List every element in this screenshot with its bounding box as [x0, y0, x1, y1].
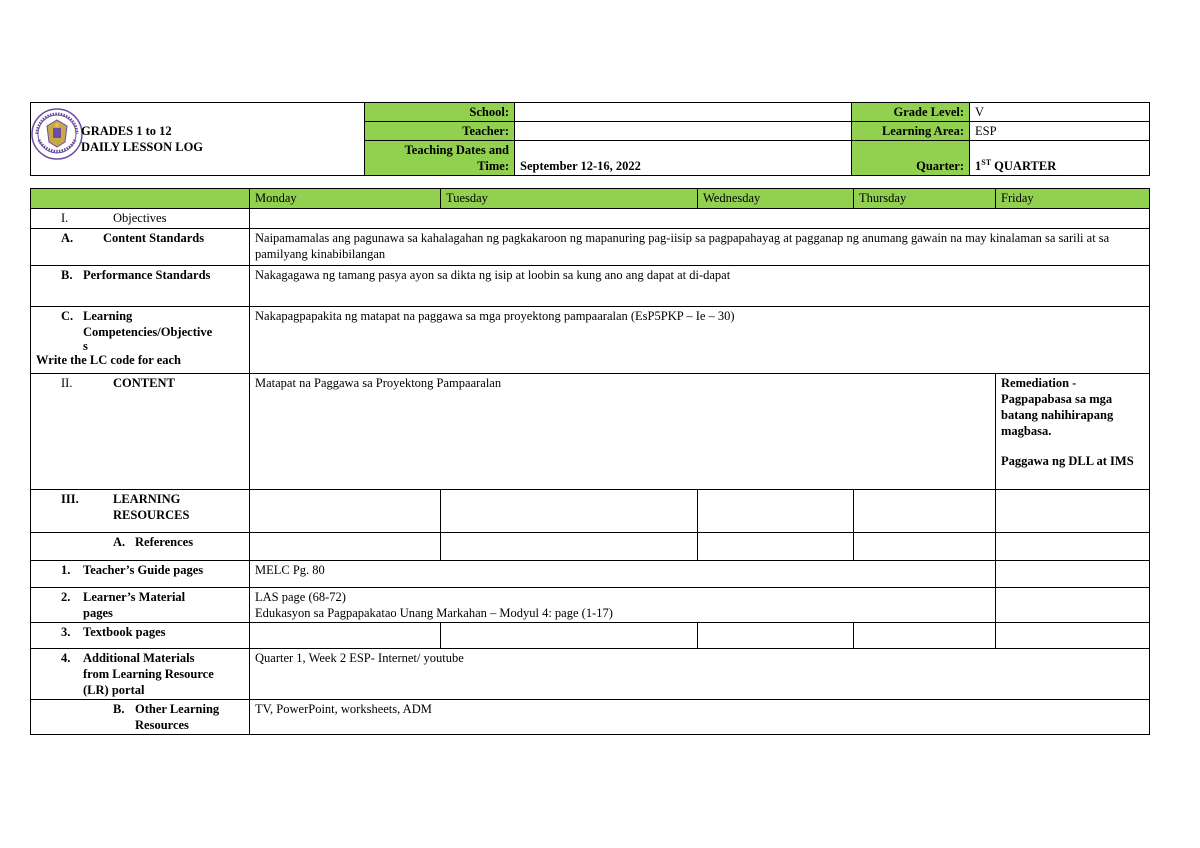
references-monday[interactable] — [250, 533, 441, 561]
quarter-field[interactable] — [970, 141, 1150, 176]
competencies-row — [31, 307, 1150, 374]
content-num: II. — [61, 376, 73, 390]
days-header-row — [31, 189, 1150, 209]
competencies-label-line2: Competencies/Objective — [83, 325, 213, 339]
references-text: References — [135, 535, 194, 549]
header-title-line1: GRADES 1 to 12 — [81, 124, 172, 138]
learning-area-field[interactable]: ESP — [970, 122, 1150, 141]
learning-resources-row — [31, 490, 1150, 533]
teacher-field[interactable] — [515, 122, 852, 141]
learning-resources-thursday[interactable] — [854, 490, 996, 533]
learners-material-value[interactable] — [250, 588, 996, 623]
competencies-value[interactable]: Nakapagpapakita ng matapat na paggawa sa mga proyektong pampaaralan (EsP5PKP – Ie – 30) — [250, 307, 1150, 374]
day-friday: Friday — [996, 189, 1150, 209]
textbook-num: 3. — [61, 625, 71, 639]
content-text: CONTENT — [113, 376, 175, 390]
grade-level-label: Grade Level: — [852, 103, 970, 122]
content-standards-num: A. — [61, 231, 74, 245]
teacher-label: Teacher: — [365, 122, 515, 141]
day-wednesday: Wednesday — [698, 189, 854, 209]
textbook-label — [31, 623, 250, 649]
objectives-value[interactable] — [250, 209, 1150, 229]
references-tuesday[interactable] — [441, 533, 698, 561]
references-thursday[interactable] — [854, 533, 996, 561]
learners-material-label — [31, 588, 250, 623]
references-num: A. — [113, 535, 126, 549]
learning-resources-wednesday[interactable] — [698, 490, 854, 533]
learning-resources-monday[interactable] — [250, 490, 441, 533]
other-resources-label — [31, 700, 250, 735]
learners-material-row — [31, 588, 1150, 623]
competencies-num: C. — [61, 309, 74, 323]
quarter-superscript: ST — [981, 157, 992, 167]
lesson-table — [30, 188, 1150, 735]
quarter-number: 1 — [975, 159, 982, 173]
references-row — [31, 533, 1150, 561]
textbook-friday[interactable] — [996, 623, 1150, 649]
quarter-text: QUARTER — [991, 159, 1057, 173]
header-table — [30, 102, 1150, 176]
dll-ims-text: Paggawa ng DLL at IMS — [1001, 454, 1134, 468]
other-resources-value[interactable]: TV, PowerPoint, worksheets, ADM — [250, 700, 1150, 735]
content-value[interactable]: Matapat na Paggawa sa Proyektong Pampaaralan — [250, 374, 996, 490]
learners-material-friday[interactable] — [996, 588, 1150, 623]
content-standards-row — [31, 229, 1150, 266]
content-row — [31, 374, 1150, 490]
other-resources-row — [31, 700, 1150, 735]
teachers-guide-text: Teacher’s Guide pages — [83, 563, 204, 577]
learners-material-line2: pages — [83, 606, 113, 620]
content-friday-cell[interactable] — [996, 374, 1150, 490]
learners-material-line1: Learner’s Material — [83, 590, 186, 604]
additional-materials-value[interactable]: Quarter 1, Week 2 ESP- Internet/ youtube — [250, 649, 1150, 700]
learning-resources-label — [31, 490, 250, 533]
textbook-thursday[interactable] — [854, 623, 996, 649]
teachers-guide-num: 1. — [61, 563, 71, 577]
additional-materials-row — [31, 649, 1150, 700]
remediation-text: Pagpapabasa sa mga batang nahihirapang magbasa. — [1001, 392, 1114, 438]
teaching-dates-label — [365, 141, 515, 176]
grade-level-field[interactable]: V — [970, 103, 1150, 122]
content-standards-label — [31, 229, 250, 266]
competencies-label-line1: Learning — [83, 309, 133, 323]
references-label — [31, 533, 250, 561]
other-resources-line2: Resources — [135, 718, 189, 732]
day-monday: Monday — [250, 189, 441, 209]
objectives-text: Objectives — [113, 211, 167, 225]
learning-resources-num: III. — [61, 492, 79, 506]
other-resources-num: B. — [113, 702, 125, 716]
learning-resources-line2: RESOURCES — [113, 508, 190, 522]
performance-standards-label — [31, 266, 250, 307]
learning-area-label: Learning Area: — [852, 122, 970, 141]
competencies-label-line4: Write the LC code for each — [36, 353, 181, 367]
teaching-dates-field[interactable]: September 12-16, 2022 — [515, 141, 852, 176]
teaching-dates-label-line2: Time: — [477, 159, 509, 173]
day-tuesday: Tuesday — [441, 189, 698, 209]
teachers-guide-label — [31, 561, 250, 588]
learners-material-value-line1: LAS page (68-72) — [255, 590, 346, 604]
textbook-monday[interactable] — [250, 623, 441, 649]
references-friday[interactable] — [996, 533, 1150, 561]
learners-material-num: 2. — [61, 590, 71, 604]
additional-line3: (LR) portal — [83, 683, 145, 697]
header-title-cell — [31, 103, 365, 176]
remediation-heading: Remediation - — [1001, 376, 1077, 390]
day-thursday: Thursday — [854, 189, 996, 209]
school-label: School: — [365, 103, 515, 122]
additional-materials-label — [31, 649, 250, 700]
objectives-row — [31, 209, 1150, 229]
school-field[interactable] — [515, 103, 852, 122]
other-resources-line1: Other Learning — [135, 702, 220, 716]
performance-standards-text: Performance Standards — [83, 268, 211, 282]
content-label — [31, 374, 250, 490]
performance-standards-num: B. — [61, 268, 73, 282]
days-header-blank — [31, 189, 250, 209]
quarter-label: Quarter: — [852, 141, 970, 176]
teachers-guide-value[interactable]: MELC Pg. 80 — [250, 561, 996, 588]
learners-material-value-line2: Edukasyon sa Pagpapakatao Unang Markahan – Modyul 4: page (1-17) — [255, 606, 613, 620]
textbook-tuesday[interactable] — [441, 623, 698, 649]
additional-num: 4. — [61, 651, 71, 665]
learning-resources-line1: LEARNING — [113, 492, 181, 506]
references-wednesday[interactable] — [698, 533, 854, 561]
competencies-label — [31, 307, 250, 374]
teachers-guide-row — [31, 561, 1150, 588]
performance-standards-value[interactable]: Nakagagawa ng tamang pasya ayon sa dikta ng isip at loobin sa kung ano ang dapat at di-dapat — [250, 266, 1150, 307]
objectives-label — [31, 209, 250, 229]
header-title-line2: DAILY LESSON LOG — [81, 140, 204, 154]
additional-line2: from Learning Resource — [83, 667, 214, 681]
textbook-wednesday[interactable] — [698, 623, 854, 649]
textbook-text: Textbook pages — [83, 625, 166, 639]
objectives-num: I. — [61, 211, 69, 225]
learning-resources-tuesday[interactable] — [441, 490, 698, 533]
learning-resources-friday[interactable] — [996, 490, 1150, 533]
textbook-row — [31, 623, 1150, 649]
content-standards-value[interactable]: Naipamamalas ang pagunawa sa kahalagahan ng pagkakaroon ng mapanuring pag-iisip sa pagpapahayag at pagganap ng anumang gawain na may kinalaman sa sarili at sa pamilyang kinabibilangan — [250, 229, 1150, 266]
teachers-guide-friday[interactable] — [996, 561, 1150, 588]
teaching-dates-label-line1: Teaching Dates and — [404, 143, 509, 157]
additional-line1: Additional Materials — [83, 651, 195, 665]
performance-standards-row — [31, 266, 1150, 307]
competencies-label-line3: s — [83, 339, 88, 353]
content-standards-text: Content Standards — [103, 231, 205, 245]
